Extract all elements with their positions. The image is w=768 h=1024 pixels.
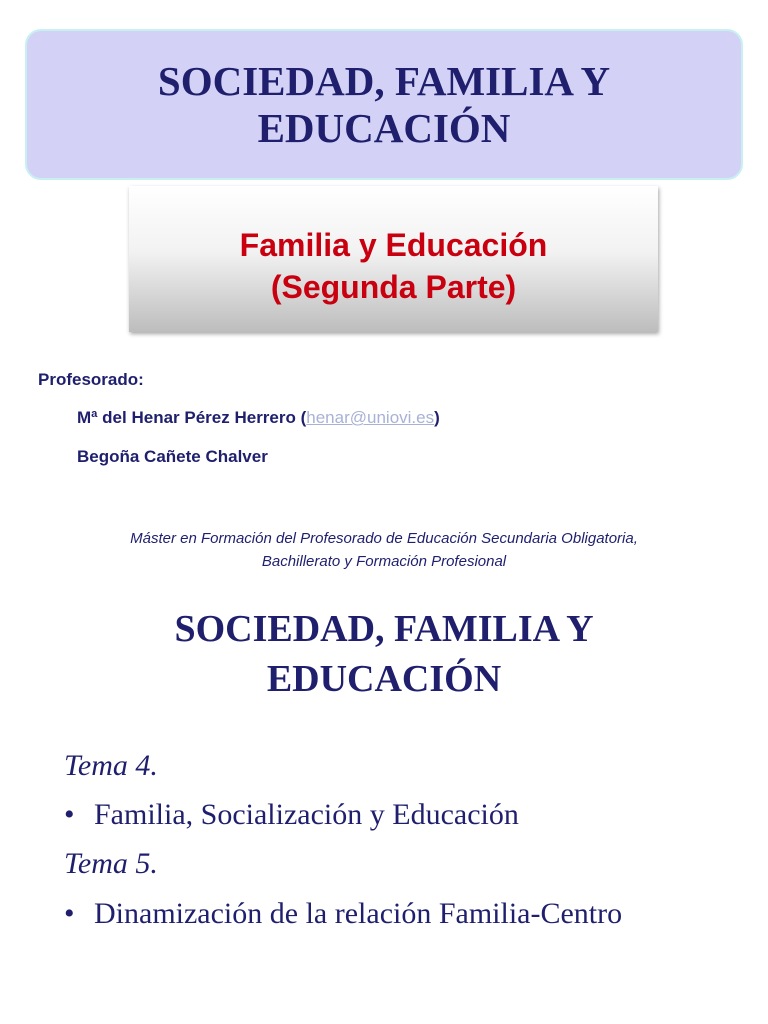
program-line-1: Máster en Formación del Profesorado de Educación Secundaria Obligatoria, — [130, 530, 638, 547]
subtitle-line-1: Familia y Educación — [239, 227, 548, 263]
title-banner — [25, 29, 743, 180]
bullet-icon: • — [64, 897, 75, 930]
topic-heading-5: Tema 5. — [64, 847, 158, 880]
bullet-icon: • — [64, 798, 75, 831]
section-title — [0, 604, 768, 704]
topic-item-5 — [64, 897, 622, 931]
subtitle-box — [129, 186, 658, 332]
title-line-1: SOCIEDAD, FAMILIA Y — [157, 57, 611, 104]
section-title-line-1: SOCIEDAD, FAMILIA Y — [174, 608, 594, 650]
faculty-member-1-close: ) — [434, 408, 440, 427]
faculty-member-1-name: Mª del Henar Pérez Herrero ( — [77, 408, 307, 427]
subtitle-line-2: (Segunda Parte) — [270, 269, 517, 305]
topic-heading-4: Tema 4. — [64, 749, 158, 782]
topic-item-4-text: Familia, Socialización y Educación — [94, 798, 519, 831]
faculty-email-link[interactable]: henar@uniovi.es — [306, 408, 435, 427]
faculty-member-2: Begoña Cañete Chalver — [77, 447, 268, 466]
section-title-line-2: EDUCACIÓN — [266, 658, 502, 700]
faculty-label: Profesorado: — [38, 370, 144, 389]
topic-item-4 — [64, 798, 519, 832]
faculty-member-1 — [77, 408, 440, 428]
program-line-2: Bachillerato y Formación Profesional — [261, 553, 507, 570]
title-line-2: EDUCACIÓN — [257, 104, 511, 151]
topic-item-5-text: Dinamización de la relación Familia-Centro — [94, 897, 623, 930]
program-description — [0, 527, 768, 573]
